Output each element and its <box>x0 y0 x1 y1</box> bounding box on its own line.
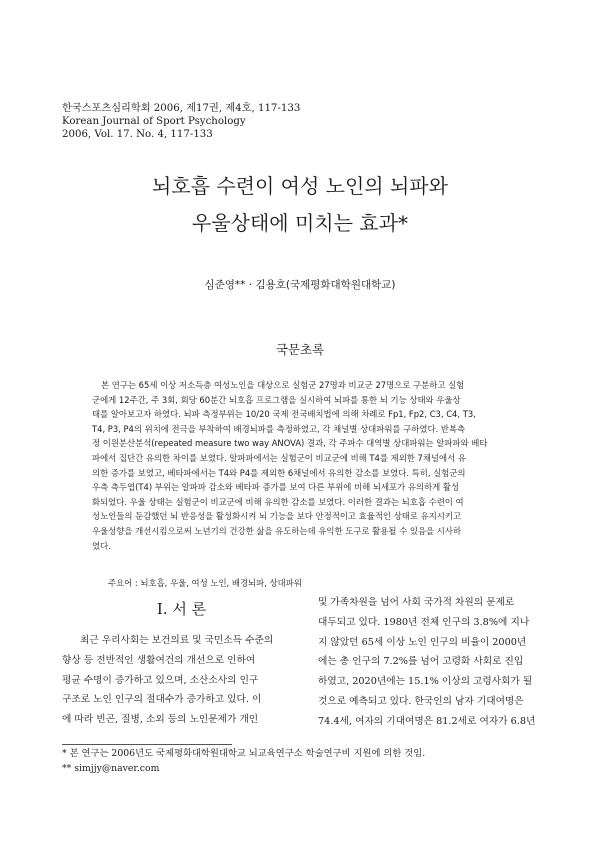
paper-title-line-1: 뇌호흡 수련이 여성 노인의 뇌파와 <box>152 174 448 198</box>
abstract-line: 우울성향을 개선시킴으로써 노년기의 건강한 삶을 유도하는데 유익한 도구로 활용될 수 있음을 시사하 <box>92 525 462 536</box>
body-line: 평균 수명이 증가하고 있으며, 소산소사의 인구 <box>62 674 259 686</box>
abstract-line: 정 이원분산분석(repeated measure two way ANOVA) 결과, 각 주파수 대역별 상대파워는 알파파와 베타 <box>92 438 488 449</box>
body-line: 대두되고 있다. 1980년 전체 인구의 3.8%에 지나 <box>318 616 530 628</box>
body-line: 것으로 예측되고 있다. 한국인의 남자 기대여명은 <box>318 695 524 707</box>
body-line: 지 않았던 65세 이상 노인 인구의 비율이 2000년 <box>318 636 527 648</box>
footnotes <box>62 746 425 776</box>
journal-korean-citation: 한국스포츠심리학회 2006, 제17권, 제4호, 117-133 <box>62 103 301 114</box>
body-column-left <box>62 631 273 730</box>
body-line: 향상 등 전반적인 생활여건의 개선으로 인하여 <box>62 654 256 666</box>
abstract-line: T4, P3, P4의 위치에 전극을 부착하여 배경뇌파를 측정하였고, 각 채널별 상대파워를 구하였다. 반복측 <box>92 423 466 434</box>
abstract-line: 성노인들의 둔감했던 뇌 반응성을 활성화시켜 뇌 기능을 보다 안정적이고 효율적인 상태로 유지시키고 <box>92 511 462 522</box>
abstract-heading: 국문초록 <box>275 342 325 357</box>
abstract-line: 파에서 집단간 유의한 차이를 보였다. 알파파에서는 실험군이 비교군에 비해 T4를 제외한 7채널에서 유 <box>92 452 466 463</box>
paper-title-line-2: 우울상태에 미치는 효과* <box>192 211 408 235</box>
journal-english-citation: 2006, Vol. 17. No. 4, 117-133 <box>62 129 213 140</box>
section-heading-introduction: I. 서 론 <box>156 600 207 618</box>
keywords: 주요어 : 뇌호흡, 우울, 여성 노인, 배경뇌파, 상대파워 <box>108 578 302 588</box>
abstract-line: 우측 측두엽(T4) 부위는 알파파 감소와 베타파 증가를 보여 다른 부위에 비해 뇌세포가 유의하게 활성 <box>92 482 460 493</box>
body-line: 에 따라 빈곤, 질병, 소외 등의 노인문제가 개인 <box>62 714 259 726</box>
footnote-divider <box>62 744 232 745</box>
abstract-body <box>92 378 522 553</box>
body-line: 최근 우리사회는 보건의료 및 국민소득 수준의 <box>80 635 274 646</box>
body-line: 및 가족차원을 넘어 사회 국가적 차원의 문제로 <box>318 597 515 608</box>
abstract-line: 본 연구는 65세 이상 저소득층 여성노인을 대상으로 실험군 27명과 비교군 27명으로 구분하고 실험 <box>101 380 465 390</box>
abstract-line: 태를 알아보고자 하였다. 뇌파 측정부위는 10/20 국제 전국배치법에 의해 차례로 Fp1, Fp2, C3, C4, T3, <box>92 409 476 420</box>
journal-english-name: Korean Journal of Sport Psychology <box>62 116 246 127</box>
body-line: 구조로 노인 인구의 절대수가 증가하고 있다. 이 <box>62 694 262 706</box>
author-line: 심준영** · 김용호(국제평화대학원대학교) <box>204 279 396 291</box>
body-line: 74.4세, 여자의 기대여명은 81.2세로 여자가 6.8년 <box>318 715 536 727</box>
footnote-funding: * 본 연구는 2006년도 국제평화대학원대학교 뇌교육연구소 학술연구비 지원에 의한 것임. <box>62 748 426 759</box>
abstract-line: 의한 증가를 보였고, 베타파에서는 T4와 P4를 제외한 6채널에서 유의한 감소를 보였다. 특히, 실험군의 <box>92 467 466 478</box>
body-line: 에는 총 인구의 7.2%를 넘어 고령화 사회로 진입 <box>318 656 524 668</box>
body-line: 하였고, 2020년에는 15.1% 이상의 고령사회가 될 <box>318 676 533 688</box>
abstract-line: 군에게 12주간, 주 3회, 회당 60분간 뇌호흡 프로그램을 실시하여 뇌파를 통한 뇌 기능 상태와 우울상 <box>92 394 461 405</box>
body-column-right <box>318 593 535 732</box>
abstract-line: 였다. <box>92 540 111 551</box>
footnote-email: ** simjjy@naver.com <box>62 763 160 774</box>
journal-header <box>62 102 300 141</box>
abstract-line: 화되었다. 우울 상태는 실험군이 비교군에 비해 유의한 감소를 보였다. 이러한 결과는 뇌호흡 수련이 여 <box>92 496 464 507</box>
